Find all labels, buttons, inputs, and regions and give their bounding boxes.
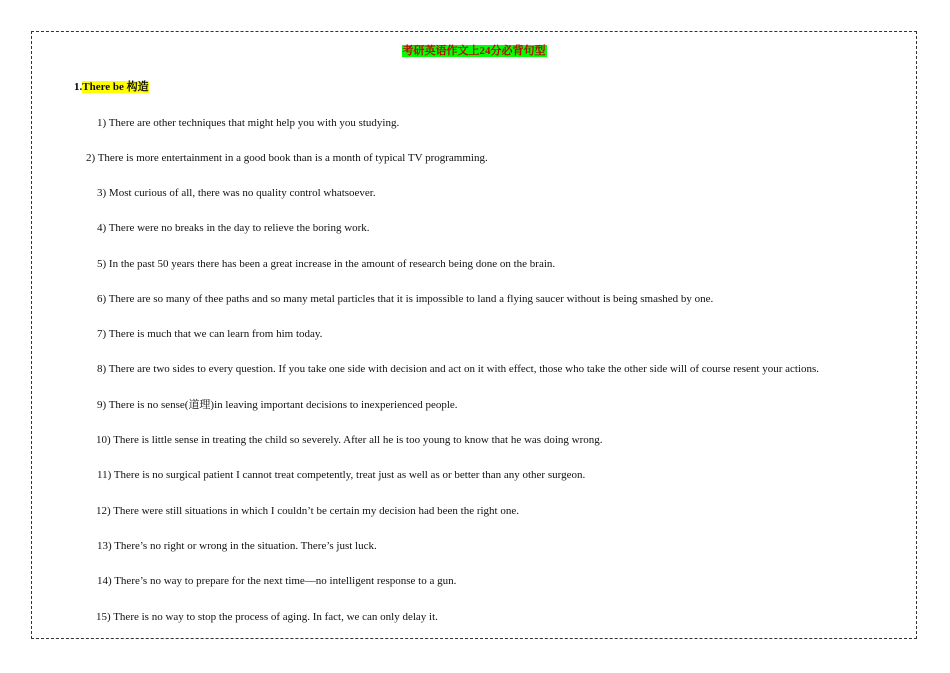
sentence-item: 2) There is more entertainment in a good book than is a month of typical TV programming. (86, 152, 488, 164)
sentence-item: 4) There were no breaks in the day to relieve the boring work. (97, 222, 370, 234)
sentence-item: 14) There’s no way to prepare for the next time—no intelligent response to a gun. (97, 575, 457, 587)
section-number: 1. (74, 81, 83, 93)
sentence-item: 12) There were still situations in which I couldn’t be certain my decision had been the right one. (96, 505, 519, 517)
document-title (32, 44, 916, 58)
document-frame (31, 31, 917, 639)
sentence-item: 6) There are so many of thee paths and so many metal particles that it is impossible to land a flying saucer without is being smashed by one. (97, 293, 714, 305)
sentence-item: 7) There is much that we can learn from him today. (97, 328, 323, 340)
sentence-item: 11) There is no surgical patient I cannot treat competently, treat just as well as or better than any other surgeon. (97, 469, 586, 481)
sentence-item: 5) In the past 50 years there has been a great increase in the amount of research being done on the brain. (97, 258, 556, 270)
sentence-item: 3) Most curious of all, there was no quality control whatsoever. (97, 187, 376, 199)
sentence-item: 10) There is little sense in treating the child so severely. After all he is too young to know that he was doing wrong. (96, 434, 603, 446)
sentence-item: 1) There are other techniques that might help you with you studying. (97, 117, 400, 129)
document-title-text: 考研英语作文上24分必背句型 (402, 45, 546, 57)
sentence-item: 15) There is no way to stop the process of aging. In fact, we can only delay it. (96, 611, 438, 623)
section-heading-text: There be 构造 (82, 81, 149, 93)
section-heading (74, 80, 149, 94)
sentence-item: 8) There are two sides to every question. If you take one side with decision and act on it with effect, those who take the other side will of course resent your actions. (97, 363, 820, 375)
sentence-item: 9) There is no sense(道理)in leaving important decisions to inexperienced people. (97, 399, 458, 411)
sentence-item: 13) There’s no right or wrong in the situation. There’s just luck. (97, 540, 377, 552)
